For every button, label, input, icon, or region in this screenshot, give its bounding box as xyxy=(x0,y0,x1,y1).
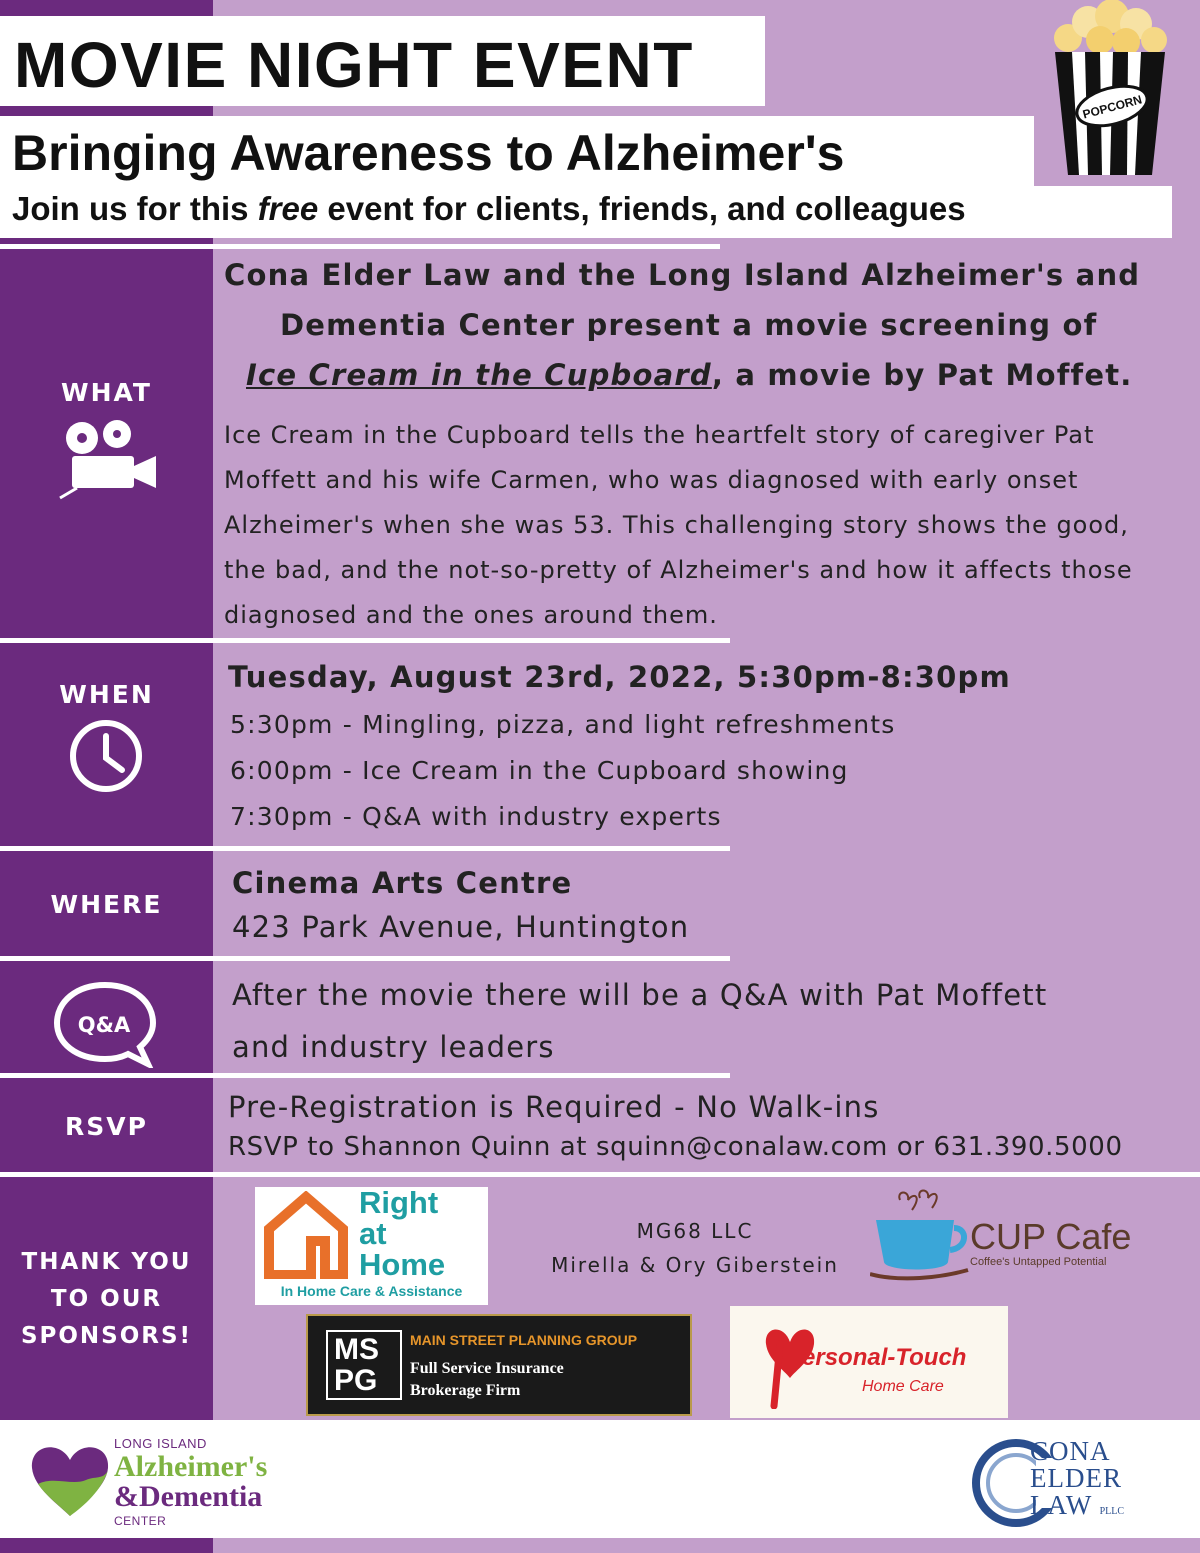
join-free: free xyxy=(257,190,319,227)
liadc-logo xyxy=(28,1436,318,1528)
movie-by: , a movie by Pat Moffet. xyxy=(711,358,1133,392)
qa-icon-text: Q&A xyxy=(77,1013,131,1037)
cona-elder-law-logo xyxy=(970,1438,1170,1528)
join-before: Join us for this xyxy=(12,190,258,227)
coffee-cup-icon xyxy=(870,1186,970,1286)
mg68-people: Mirella & Ory Giberstein xyxy=(551,1253,839,1277)
event-date: Tuesday, August 23rd, 2022, 5:30pm-8:30pm xyxy=(228,660,1011,694)
cona-line-3 xyxy=(1030,1492,1124,1525)
mg68-name: MG68 LLC xyxy=(636,1219,754,1243)
qa-bubble-icon xyxy=(52,980,158,1068)
when-label: WHEN xyxy=(59,680,154,709)
mspg-ms: MS xyxy=(334,1333,379,1366)
liadc-top: LONG ISLAND xyxy=(114,1436,207,1451)
rsvp-line-2: RSVP to Shannon Quinn at squinn@conalaw.com or 631.390.5000 xyxy=(228,1132,1123,1162)
qa-line-2: and industry leaders xyxy=(232,1030,555,1064)
right-at-home-logo xyxy=(255,1187,488,1305)
schedule-item: 6:00pm - Ice Cream in the Cupboard showing xyxy=(230,756,849,785)
sponsors-label-line: SPONSORS! xyxy=(20,1323,193,1349)
cona-line-1: CONA xyxy=(1030,1436,1111,1466)
cup-cafe-name: CUP Cafe xyxy=(970,1216,1132,1257)
page-title: MOVIE NIGHT EVENT xyxy=(0,16,765,106)
sponsors-label-line: THANK YOU xyxy=(21,1249,192,1275)
divider xyxy=(0,846,730,851)
what-line-2: Dementia Center present a movie screening of xyxy=(280,308,1098,342)
popcorn-label: POPCORN xyxy=(1081,92,1144,122)
personal-touch-logo xyxy=(730,1306,1008,1418)
popcorn-icon xyxy=(1050,0,1170,180)
rsvp-label: RSVP xyxy=(65,1112,148,1141)
liadc-dementia: &Dementia xyxy=(114,1480,263,1513)
join-after: event for clients, friends, and colleagues xyxy=(318,190,966,227)
personal-touch-name: ersonal-Touch xyxy=(802,1344,967,1371)
liadc-alzheimers: Alzheimer's xyxy=(114,1450,268,1483)
mspg-line-2: Brokerage Firm xyxy=(410,1382,521,1399)
mspg-name: MAIN STREET PLANNING GROUP xyxy=(410,1332,638,1348)
rah-word-home: Home xyxy=(359,1247,446,1282)
venue-address: 423 Park Avenue, Huntington xyxy=(232,910,690,944)
what-line-3 xyxy=(246,358,1133,392)
cona-pllc: PLLC xyxy=(1099,1506,1125,1517)
sponsors-label-line: TO OUR xyxy=(50,1286,163,1312)
cup-cafe-tagline: Coffee's Untapped Potential xyxy=(970,1256,1107,1268)
bottom-band xyxy=(0,1538,1200,1553)
clock-icon xyxy=(68,718,144,794)
rah-word-at: at xyxy=(359,1216,387,1251)
schedule-item: 5:30pm - Mingling, pizza, and light refreshments xyxy=(230,710,896,739)
divider xyxy=(0,638,730,643)
heart-hands-icon xyxy=(28,1440,112,1520)
mspg-logo xyxy=(306,1314,692,1416)
movie-projector-icon xyxy=(52,418,162,503)
cup-cafe-logo xyxy=(870,1186,1150,1286)
page-subtitle: Bringing Awareness to Alzheimer's xyxy=(0,116,1034,188)
rah-word-right: Right xyxy=(359,1185,439,1220)
rah-tagline: In Home Care & Assistance xyxy=(280,1283,463,1299)
join-line xyxy=(0,186,1172,238)
mspg-pg: PG xyxy=(334,1364,378,1397)
what-label: WHAT xyxy=(61,378,152,407)
where-label: WHERE xyxy=(50,890,163,919)
divider xyxy=(0,1172,1200,1177)
liadc-center: CENTER xyxy=(114,1514,167,1528)
venue-name: Cinema Arts Centre xyxy=(232,866,573,900)
divider xyxy=(0,1073,730,1078)
qa-line-1: After the movie there will be a Q&A with Pat Moffett xyxy=(232,978,1048,1012)
divider xyxy=(0,244,720,249)
what-description: Ice Cream in the Cupboard tells the heartfelt story of caregiver Pat Moffett and his wife Carmen, who was diagnosed with early onset Alzheimer's when she was 53. This challenging story shows the good, the bad, and the not-so-pretty of Alzheimer's and how it affects those diagnosed and the ones around them. xyxy=(224,421,1133,629)
rsvp-line-1: Pre-Registration is Required - No Walk-ins xyxy=(228,1090,880,1124)
personal-touch-tagline: Home Care xyxy=(862,1378,944,1395)
cona-line-2: ELDER xyxy=(1030,1463,1122,1493)
divider xyxy=(0,956,730,961)
mspg-line-1: Full Service Insurance xyxy=(410,1360,564,1377)
movie-title: Ice Cream in the Cupboard xyxy=(246,358,712,392)
schedule-item: 7:30pm - Q&A with industry experts xyxy=(230,802,722,831)
house-icon xyxy=(261,1191,351,1279)
what-line-1: Cona Elder Law and the Long Island Alzheimer's and xyxy=(224,258,1141,292)
sponsors-label xyxy=(0,1244,213,1355)
cona-law: LAW xyxy=(1030,1490,1092,1520)
